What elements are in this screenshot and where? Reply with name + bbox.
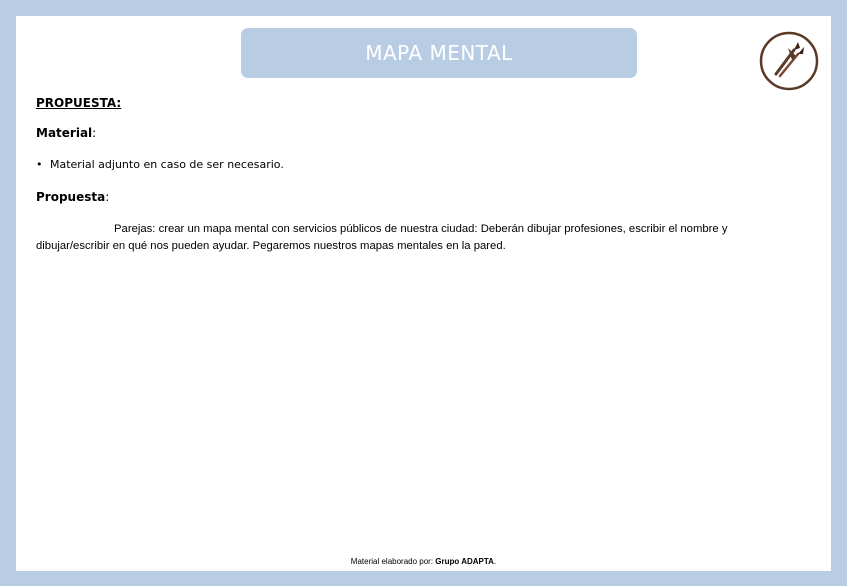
- propuesta-paragraph: Parejas: crear un mapa mental con servicios públicos de nuestra ciudad: Deberán dibujar profesiones, escribir el nombre y dibujar/escribir en qué nos pueden ayudar. Pegaremos nuestros mapas mentales en la pared.: [36, 223, 728, 252]
- material-label: [36, 126, 96, 140]
- material-label-colon: :: [92, 126, 97, 140]
- material-item-text: Material adjunto en caso de ser necesario.: [50, 158, 284, 171]
- bullet-icon: •: [36, 158, 43, 171]
- document-page: [16, 16, 831, 571]
- paint-brushes-logo-icon: [758, 30, 820, 92]
- footer-author: Grupo ADAPTA: [435, 557, 494, 566]
- footer-credit: [16, 557, 831, 566]
- footer-suffix: .: [493, 557, 497, 566]
- propuesta-label: [36, 190, 109, 204]
- propuesta-label-text: Propuesta: [36, 190, 106, 204]
- section-heading: PROPUESTA:: [36, 96, 122, 110]
- footer-prefix: Material elaborado por:: [350, 557, 436, 566]
- list-item: [36, 158, 284, 171]
- material-label-text: Material: [36, 126, 93, 140]
- propuesta-label-colon: :: [105, 190, 110, 204]
- title-banner: [241, 28, 637, 78]
- page-title: MAPA MENTAL: [365, 41, 513, 65]
